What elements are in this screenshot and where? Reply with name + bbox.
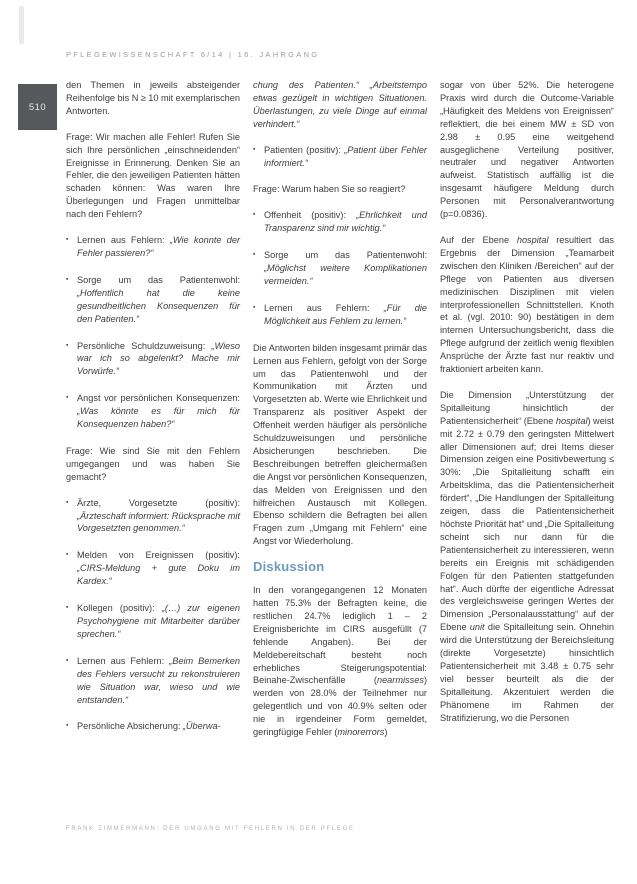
bullet-text (264, 209, 427, 235)
text-column-3 (440, 79, 614, 752)
body-text: Angst vor persönlichen Konsequenzen: (77, 393, 240, 404)
bullet-text (77, 497, 240, 536)
paragraph (66, 131, 240, 221)
quoted-answer-text: unit (469, 622, 485, 633)
bullet-icon: ▪ (66, 656, 69, 664)
body-text: die Spitalleitung sein. Ohnehin wird die Unterstützung der Bereichsleitung (direkte Vorgesetzte) hinsichtlich Patientensicherheit mit 3.48 ± 0.75 sehr viel besser beurteilt als die der Spitalleitung. Akzentuiert werden die Phänomene im Rahmen der Stratifizierung, wo die Personen (440, 622, 614, 723)
body-text: ) (384, 727, 388, 738)
paragraph (66, 79, 240, 118)
bullet-text (77, 392, 240, 431)
bullet-item (253, 144, 427, 170)
bullet-icon: ▪ (66, 394, 69, 402)
bullet-text (77, 234, 240, 260)
bullet-text (264, 144, 427, 170)
bullet-icon: ▪ (66, 604, 69, 612)
bullet-text (264, 249, 427, 288)
body-text: ) weist mit 2.72 ± 0.79 den geringsten Mittelwert aller Dimensionen auf; drei Items dieser Dimension zeigen eine Positivbewertung ≤ 30%: „Die Spitalleitung schafft ein Arbeitsklima, das die Patientensicherheit fördert“, „Die Handlungen der Spitalleitung zeigen, dass die Patientensicherheit höchste Priorität hat“ und „Die Spitalleitung scheint sich nur dann für die Patientensicherheit zu interessieren, wenn bereits ein Ereignis mit schädigenden Folgen für den Patienten stattgefunden hat“. Auch dürfte der eigentliche Adressat des vergleichsweise geringen Wertes der Dimension „Personalausstattung“ auf der Ebene (440, 415, 614, 633)
text-column-1 (66, 79, 240, 752)
bullet-icon: ▪ (66, 551, 69, 559)
bullet-item (66, 720, 240, 733)
bullet-text (77, 655, 240, 707)
bullet-icon: ▪ (253, 251, 256, 259)
bullet-icon: ▪ (253, 145, 256, 153)
article-body (66, 79, 614, 752)
bullet-text (77, 602, 240, 641)
body-text: den Themen in jeweils absteigender Reihenfolge bis N ≥ 10 mit exemplarischen Antworten. (66, 80, 240, 116)
quoted-answer-text: „Beim Bemerken des Fehlers versucht zu rekonstruieren wie Situation war, wieso und wie entstanden.“ (77, 655, 241, 705)
bullet-icon: ▪ (253, 303, 256, 311)
quoted-answer-text: „Wie konnte der Fehler passieren?“ (77, 235, 241, 258)
body-text: Die Antworten bilden insgesamt primär das Lernen aus Fehlern, gefolgt von der Sorge um das Patientenwohl und der Kommunikation mit Ärzten und Vorgesetzten ab. Werte wie Ehrlichkeit und Transparenz als positiver Aspekt der Offenheit werden häufiger als persönliche Schuldzuweisungen und persönliche Absicherungen beschrieben. Die Beschreibungen betreffen gleichermaßen die Angst vor persönlichen Konsequenzen, das Melden von Ereignissen und den hilfreichen Austausch mit Kollegen. Ebenso schildern die Befragten bei allen Fragen zum „Umgang mit Fehlern“ eine Angst vor Wiederholung. (253, 342, 427, 547)
body-text: Sorge um das Patientenwohl: (77, 274, 240, 285)
body-text: Lernen aus Fehlern: (264, 302, 384, 313)
quoted-answer-text: „Was könnte es für mich für Konsequenzen haben?“ (77, 406, 240, 430)
bullet-text (77, 274, 240, 326)
paragraph (440, 389, 614, 725)
quoted-answer-text: „Ehrlichkeit und Transparenz sind mir wichtig.“ (264, 210, 427, 234)
bullet-item (66, 340, 240, 379)
quoted-answer-text: „Ärzteschaft informiert: Rücksprache mit Vorgesetzten genommen.“ (77, 510, 240, 534)
body-text: In den vorangegangenen 12 Monaten hatten 75.3% der Befragten keine, die restlichen 24.7% lediglich 1 – 2 Ereignisberichte im CIRS ausgefüllt (7 fehlende Angaben). Bei der Meldebereitschaft besteht noch erhebliches Steigerungspotential: Beinahe-Zwischenfälle ( (253, 585, 427, 686)
bullet-icon: ▪ (66, 341, 69, 349)
paragraph (440, 234, 614, 376)
body-text: Auf der Ebene (440, 234, 517, 245)
bullet-icon: ▪ (66, 722, 69, 730)
bullet-item (66, 549, 240, 588)
quoted-answer-text: nearmisses (376, 675, 424, 686)
bullet-text (264, 302, 427, 328)
body-text: Lernen aus Fehlern: (77, 235, 170, 246)
body-text: Melden von Ereignissen (positiv): (77, 550, 240, 561)
quoted-answer-text: „Wieso war ich so abgelenkt? Mache mir Vorwürfe.“ (77, 340, 240, 377)
body-text: Patienten (positiv): (264, 144, 345, 155)
quoted-answer-text: „Für die Möglichkeit aus Fehlern zu lernen.“ (264, 302, 427, 326)
quoted-answer-text: „Überwa- (182, 721, 221, 732)
bullet-item (253, 302, 427, 328)
paragraph (440, 79, 614, 221)
paragraph (66, 445, 240, 484)
bullet-item (66, 234, 240, 260)
body-text: Frage: Wie sind Sie mit den Fehlern umgegangen und was haben Sie gemacht? (66, 445, 240, 482)
quoted-answer-text: hospital (516, 234, 549, 245)
body-text: resultiert das Ergebnis der Dimension „Teamarbeit zwischen den Kliniken /Bereichen“ auf der Pflege von Patienten aus diversen medizinischen Disziplinen mit vielen interprofessionellen Schnittstellen. Knoth et al. (vgl. 2010: 90) bestätigen in dem internen Untersuchungsbericht, dass die Pflege aufgrund der zeitlich wenig flexiblen Ansprüche der Ärzte fast nur reaktiv und fraktioniert arbeiten kann. (440, 234, 614, 375)
quoted-answer-text: „Hoffentlich hat die keine gesundheitlichen Konsequenzen für den Patienten.“ (77, 287, 240, 324)
paragraph (253, 342, 427, 549)
paragraph (253, 79, 427, 131)
footer-running-title: FRANK ZIMMERMANN: DER UMGANG MIT FEHLERN IN DER PFLEGE (66, 826, 355, 832)
quoted-answer-text: minorerrors (337, 727, 385, 738)
body-text: Persönliche Absicherung: (77, 721, 183, 732)
body-text: Die Dimension „Unterstützung der Spitalleitung hinsichtlich der Patientensicherheit“ (Ebene (440, 389, 614, 426)
quoted-answer-text: „Patient über Fehler informiert.“ (264, 144, 427, 168)
bullet-icon: ▪ (66, 236, 69, 244)
quoted-answer-text: „(…) zur eigenen Psychohygiene mit Mitarbeiter darüber sprechen.“ (77, 603, 240, 639)
bullet-icon: ▪ (253, 211, 256, 219)
page-number: 510 (28, 101, 47, 113)
body-text: ) werden von 28.0% der Teilnehmer nur gelegentlich und von 40.9% selten oder nie in irgendeiner Form gemeldet, geringfügige Fehler ( (253, 675, 427, 738)
bullet-item (66, 392, 240, 431)
journal-header: PFLEGEWISSENSCHAFT 6/14 | 16. JAHRGANG (66, 50, 320, 59)
quoted-answer-text: „Möglichst weitere Komplikationen vermeiden.“ (264, 263, 427, 286)
bullet-icon: ▪ (66, 275, 69, 283)
body-text: sogar von über 52%. Die heterogene Praxis wird durch die Outcome-Variable „Häufigkeit des Meldens von Ereignissen“ reflektiert, die bei einem MW ± SD von 2.98 ± 0.95 eine weitgehend ausgeglichene Verteilung positiver, neutraler und negativer Antworten aufweist. Statistisch auffällig ist die insgesamt häufigere Meldung durch Personen mit Personalverantwortung (p=0.0836). (440, 80, 614, 220)
quoted-answer-text: hospital (555, 415, 588, 426)
bullet-text (77, 340, 240, 379)
scan-artifact (19, 6, 24, 44)
body-text: Sorge um das Patientenwohl: (264, 250, 427, 261)
body-text: Frage: Wir machen alle Fehler! Rufen Sie sich Ihre persönlichen „einschneidenden“ Ereignisse in Erinnerung. Denken Sie an Fehler, die den jeweiligen Patienten hätten schaden können: Was waren Ihre Überlegungen und Fragen unmittelbar nach den Fehlern? (66, 131, 240, 220)
body-text: Offenheit (positiv): (264, 210, 357, 221)
bullet-item (66, 655, 240, 707)
text-column-2 (253, 79, 427, 752)
quoted-answer-text: chung des Patienten.“ „Arbeitstempo etwas gezügelt in wichtigen Situationen. Überlastungen, zu viele Dinge auf einmal verhindert.“ (253, 80, 427, 129)
bullet-text (77, 720, 240, 733)
bullet-item (66, 602, 240, 641)
body-text: Ärzte, Vorgesetzte (positiv): (77, 497, 240, 508)
body-text: Persönliche Schuldzuweisung: (77, 340, 212, 351)
page-number-badge (18, 84, 57, 130)
paragraph (253, 183, 427, 196)
section-heading: Diskussion (253, 559, 325, 575)
bullet-item (253, 249, 427, 288)
bullet-icon: ▪ (66, 498, 69, 506)
bullet-item (66, 497, 240, 536)
paragraph (253, 584, 427, 739)
bullet-item (66, 274, 240, 326)
quoted-answer-text: „CIRS-Meldung + gute Doku im Kardex.“ (77, 563, 240, 587)
body-text: Lernen aus Fehlern: (77, 655, 170, 666)
bullet-text (77, 549, 240, 588)
body-text: Frage: Warum haben Sie so reagiert? (253, 184, 406, 195)
body-text: Kollegen (positiv): (77, 603, 162, 614)
bullet-item (253, 209, 427, 235)
